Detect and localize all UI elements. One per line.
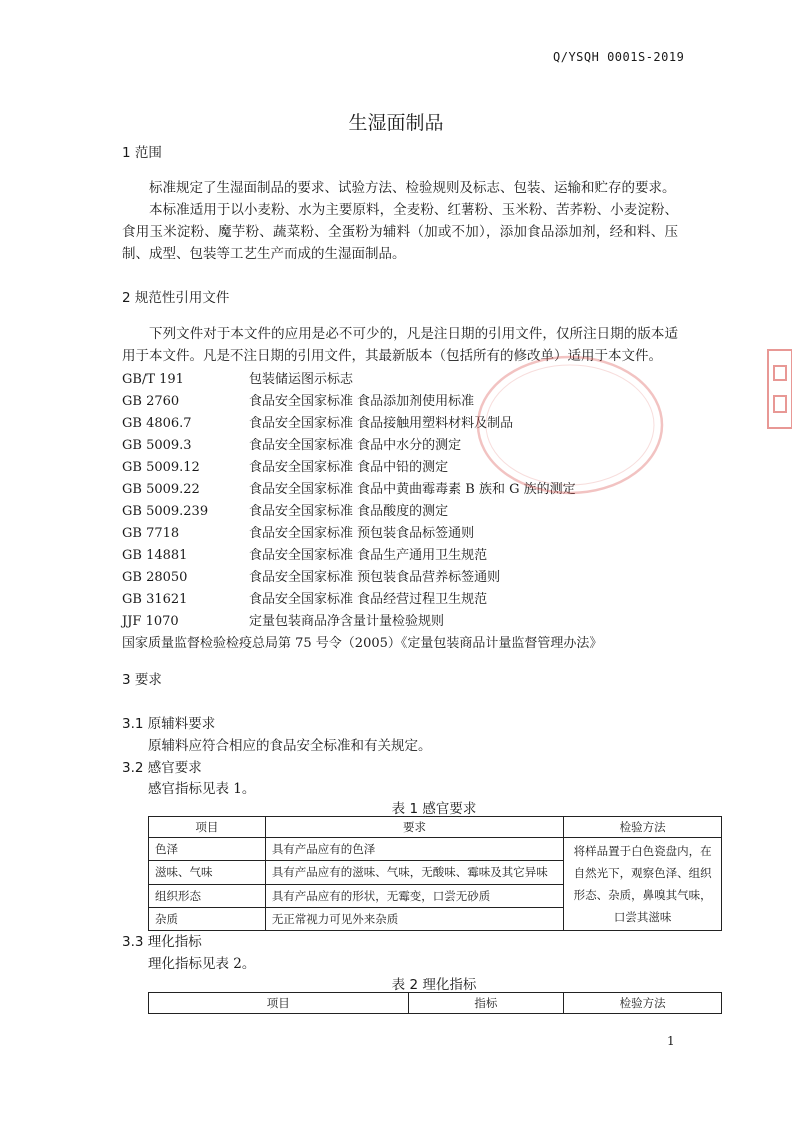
table-sensory: [148, 816, 722, 931]
sensory-text: 感官指标见表 1。: [148, 781, 256, 797]
table-header: 检验方法: [564, 993, 722, 1014]
table-cell-requirement: 具有产品应有的滋味、气味，无酸味、霉味及其它异味: [265, 861, 563, 884]
reference-code: GB 4806.7: [122, 416, 192, 431]
reference-code: GB 5009.22: [122, 482, 200, 497]
section-heading-requirements: 3 要求: [122, 672, 162, 688]
subsection-heading-sensory: 3.2 感官要求: [122, 760, 202, 776]
reference-title: 食品安全国家标准 食品接触用塑料材料及制品: [249, 416, 514, 431]
reference-title: 食品安全国家标准 食品添加剂使用标准: [249, 394, 475, 409]
reference-code: GB 28050: [122, 570, 188, 585]
table-cell-item: 色泽: [149, 838, 266, 861]
reference-title: 食品安全国家标准 预包装食品标签通则: [249, 526, 475, 541]
reference-title: 食品安全国家标准 食品中黄曲霉毒素 B 族和 G 族的测定: [249, 482, 576, 497]
reference-code: GB/T 191: [122, 372, 184, 387]
reference-code: GB 5009.12: [122, 460, 200, 475]
reference-row: [122, 611, 602, 633]
table-cell-requirement: 具有产品应有的形状，无霉变，口尝无砂质: [265, 884, 563, 907]
table-header-row: [149, 993, 722, 1014]
reference-title: 食品安全国家标准 食品中铅的测定: [249, 460, 449, 475]
table-row: [149, 838, 722, 861]
company-seal-icon: [470, 350, 670, 500]
table-cell-requirement: 具有产品应有的色泽: [265, 838, 563, 861]
scope-paragraphs: [122, 177, 678, 265]
subsection-heading-physchem: 3.3 理化指标: [122, 934, 202, 950]
reference-code: GB 2760: [122, 394, 180, 409]
reference-title: 食品安全国家标准 食品生产通用卫生规范: [249, 548, 488, 563]
reference-title: 食品安全国家标准 食品中水分的测定: [249, 438, 462, 453]
reference-row: [122, 501, 602, 523]
reference-row: [122, 523, 602, 545]
reference-title: 包装储运图示标志: [249, 372, 354, 387]
section-heading-scope: 1 范围: [122, 145, 162, 161]
page-number: 1: [667, 1034, 675, 1048]
page-title: 生湿面制品: [348, 112, 444, 134]
table-cell-item: 滋味、气味: [149, 861, 266, 884]
normative-intro-text: 下列文件对于本文件的应用是必不可少的，凡是注日期的引用文件，仅所注日期的版本适用于本文件。凡是不注日期的引用文件，其最新版本（包括所有的修改单）适用于本文件。: [122, 326, 678, 364]
reference-title: 食品安全国家标准 食品经营过程卫生规范: [249, 592, 488, 607]
table-header: 指标: [408, 993, 564, 1014]
reference-code: GB 7718: [122, 526, 180, 541]
scope-paragraph-2: 本标准适用于以小麦粉、水为主要原料，全麦粉、红薯粉、玉米粉、苦荞粉、小麦淀粉、食用玉米淀粉、魔芋粉、蔬菜粉、全蛋粉为辅料（加或不加），添加食品添加剂，经和料、压制、成型、包装等工艺生产而成的生湿面制品。: [122, 202, 678, 262]
table-header: 检验方法: [564, 817, 722, 838]
table-cell-item: 杂质: [149, 907, 266, 930]
reference-row: [122, 567, 602, 589]
table2-caption: 表 2 理化指标: [391, 977, 477, 993]
section-heading-normative: 2 规范性引用文件: [122, 290, 230, 306]
reference-title: 食品安全国家标准 预包装食品营养标签通则: [249, 570, 501, 585]
reference-row: [122, 589, 602, 611]
subsection-heading-raw: 3.1 原辅料要求: [122, 716, 216, 732]
reference-code: GB 31621: [122, 592, 188, 607]
table-header: 项目: [149, 993, 409, 1014]
reference-code: JJF 1070: [122, 614, 179, 629]
reference-title: 定量包装商品净含量计量检验规则: [249, 614, 445, 629]
table1-caption: 表 1 感官要求: [391, 801, 477, 817]
reference-code: GB 5009.239: [122, 504, 209, 519]
edge-stamp-icon: [766, 348, 792, 430]
table-header-row: [149, 817, 722, 838]
reference-row: [122, 545, 602, 567]
raw-material-text: 原辅料应符合相应的食品安全标准和有关规定。: [148, 738, 432, 754]
table-cell-item: 组织形态: [149, 884, 266, 907]
physchem-text: 理化指标见表 2。: [148, 956, 256, 972]
table-cell-requirement: 无正常视力可见外来杂质: [265, 907, 563, 930]
document-number: Q/YSQH 0001S-2019: [553, 50, 685, 64]
reference-code: GB 14881: [122, 548, 188, 563]
extra-reference: 国家质量监督检验检疫总局第 75 号令（2005）《定量包装商品计量监督管理办法》: [122, 636, 603, 651]
table-physchem: [148, 992, 722, 1014]
scope-paragraph-1: 标准规定了生湿面制品的要求、试验方法、检验规则及标志、包装、运输和贮存的要求。: [149, 180, 676, 196]
table-header: 要求: [265, 817, 563, 838]
reference-title: 食品安全国家标准 食品酸度的测定: [249, 504, 449, 519]
table-cell-method: 将样品置于白色瓷盘内，在自然光下，观察色泽、组织形态、杂质，鼻嗅其气味，口尝其滋味: [564, 838, 722, 931]
table-header: 项目: [149, 817, 266, 838]
reference-code: GB 5009.3: [122, 438, 192, 453]
